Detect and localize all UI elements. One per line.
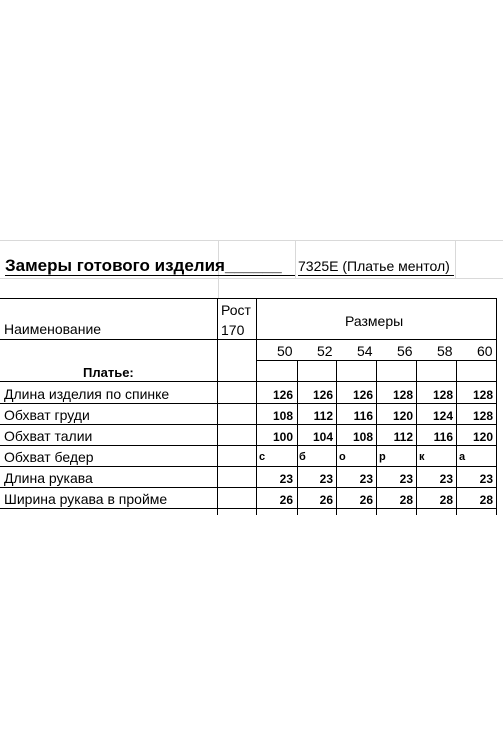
table-border [297, 360, 298, 515]
size-label: 54 [357, 343, 373, 359]
cell-value: 112 [393, 430, 413, 444]
article-number: 7325E (Платье ментол) [298, 258, 450, 274]
article-underline [298, 275, 454, 276]
table-border [0, 487, 497, 488]
cell-value: 120 [472, 430, 493, 444]
cell-value: 116 [433, 430, 453, 444]
row-label: Обхват талии [4, 428, 93, 444]
table-border [0, 403, 497, 404]
cell-letter: б [299, 451, 306, 463]
cell-value: 28 [479, 493, 493, 507]
size-label: 52 [317, 343, 333, 359]
cell-value: 26 [359, 493, 373, 507]
cell-value: 116 [353, 409, 373, 423]
measurement-sheet [0, 240, 503, 515]
table-border [336, 360, 337, 515]
table-border [0, 298, 497, 299]
cell-value: 23 [319, 472, 333, 486]
row-label: Длина рукава [4, 470, 93, 486]
cell-letter: а [459, 451, 466, 463]
sheet-title: Замеры готового изделия______ [5, 256, 282, 275]
cell-letter: с [259, 451, 266, 463]
cell-value: 120 [392, 409, 413, 423]
cell-value: 126 [272, 388, 293, 402]
name-column-header: Наименование [4, 321, 102, 337]
cell-value: 23 [439, 472, 453, 486]
cell-value: 23 [359, 472, 373, 486]
row-label: Ширина рукава в пройме [4, 491, 168, 507]
table-border [0, 508, 497, 509]
table-border [0, 424, 497, 425]
cell-value: 126 [312, 388, 333, 402]
cell-value: 128 [392, 388, 413, 402]
size-label: 56 [397, 343, 413, 359]
cell-letter: р [379, 451, 386, 463]
cell-value: 23 [279, 472, 293, 486]
cell-value: 28 [439, 493, 453, 507]
row-label: Обхват бедер [4, 449, 94, 465]
row-label: Обхват груди [4, 407, 90, 423]
cell-letter: к [419, 451, 425, 463]
table-border [0, 381, 497, 382]
cell-value: 28 [399, 493, 413, 507]
size-label: 58 [437, 343, 453, 359]
table-border [416, 360, 417, 515]
cell-value: 26 [319, 493, 333, 507]
cell-value: 128 [472, 409, 493, 423]
table-border [456, 360, 457, 515]
cell-value: 104 [312, 430, 333, 444]
table-border [256, 298, 257, 515]
cell-value: 128 [472, 388, 493, 402]
grid-line [455, 240, 456, 278]
cell-value: 26 [279, 493, 293, 507]
cell-value: 126 [352, 388, 373, 402]
height-label: Рост [221, 302, 251, 318]
size-label: 60 [477, 343, 493, 359]
cell-value: 100 [272, 430, 293, 444]
cell-value: 108 [352, 430, 373, 444]
cell-value: 124 [432, 409, 453, 423]
grid-line [295, 240, 296, 278]
height-value: 170 [221, 322, 245, 338]
row-label: Длина изделия по спинке [4, 386, 170, 402]
table-border [376, 360, 377, 515]
grid-line [0, 278, 503, 279]
cell-value: 112 [313, 409, 333, 423]
table-border [0, 466, 497, 467]
table-border [0, 339, 497, 340]
section-label: Платье: [83, 365, 134, 380]
table-border [0, 445, 497, 446]
cell-value: 128 [432, 388, 453, 402]
sizes-header: Размеры [345, 313, 404, 329]
grid-line [0, 240, 503, 241]
cell-value: 23 [399, 472, 413, 486]
table-border [217, 298, 218, 515]
title-underline [5, 275, 295, 276]
cell-value: 108 [272, 409, 293, 423]
cell-value: 23 [479, 472, 493, 486]
size-label: 50 [277, 343, 293, 359]
cell-letter: о [339, 451, 346, 463]
table-border [496, 298, 497, 515]
